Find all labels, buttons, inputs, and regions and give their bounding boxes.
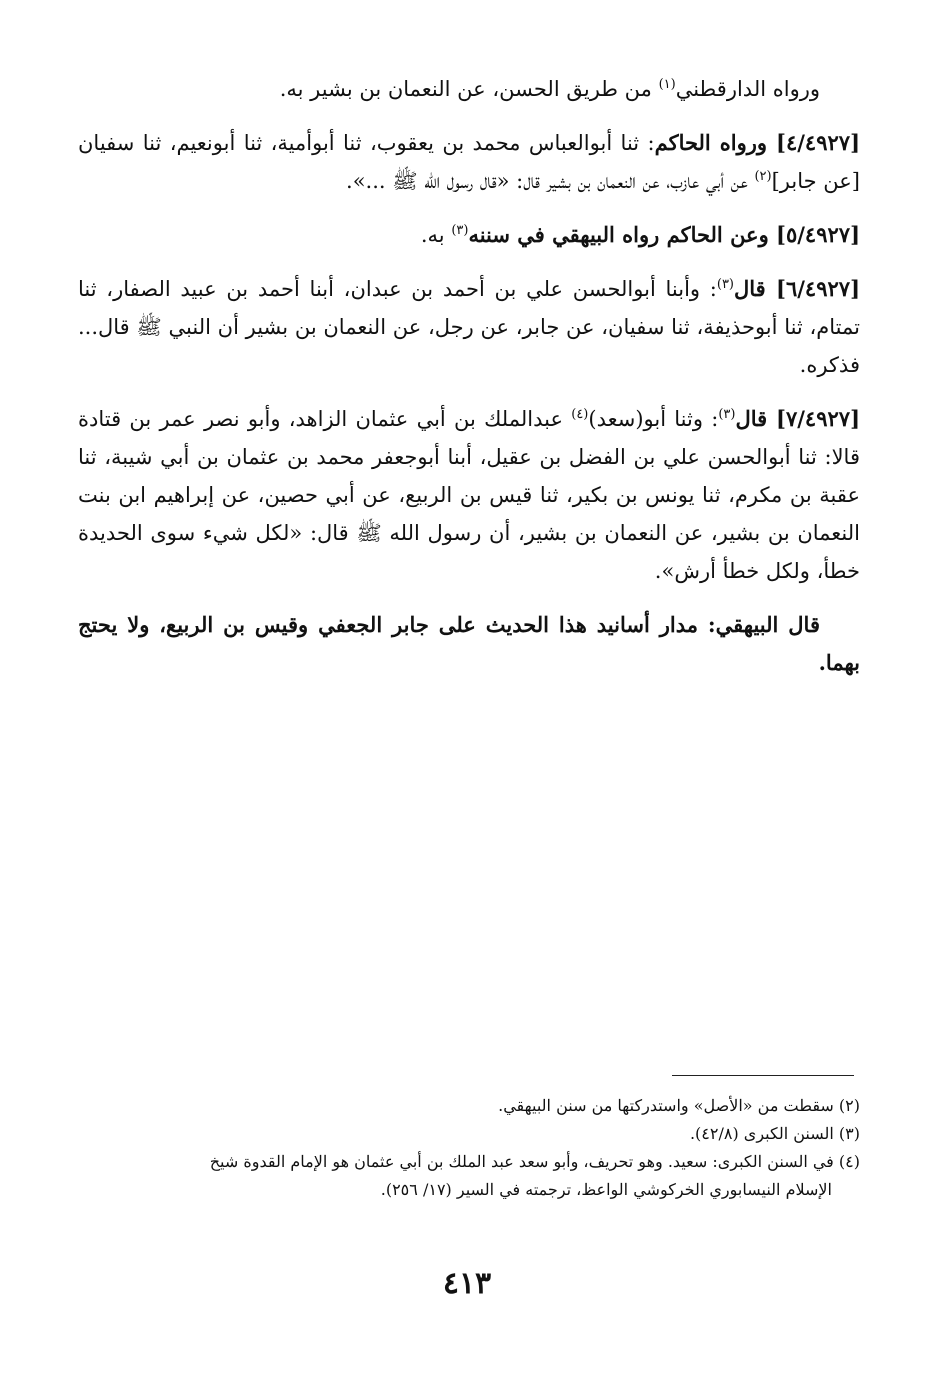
footnote-marker-3c: (٣) <box>718 407 736 422</box>
footnote-4-line-1: (٤) في السنن الكبرى: سعيد. وهو تحريف، وأبو سعد عبد الملك بن أبي عثمان هو الإمام القدوة شيخ <box>209 1152 860 1171</box>
footnote-marker-4: (٤) <box>571 407 589 422</box>
footnote-marker-2: (٢) <box>754 169 772 184</box>
intro-text-1: ورواه الدارقطني <box>675 77 820 101</box>
footnote-marker-3a: (٣) <box>451 223 469 238</box>
text-4-2: عن أبي عازب، عن النعمان بن بشير قال: «قال رسول الله ﷺ ...». <box>346 169 755 193</box>
hadith-ref-5: [٥/٤٩٢٧] <box>776 222 860 247</box>
footnote-4-line-2: الإسلام النيسابوري الخركوشي الواعظ، ترجمته في السير (١٧/ ٢٥٦). <box>380 1180 832 1199</box>
text-7-2: عبدالملك بن أبي عثمان الزاهد، وأبو نصر عمر بن قتادة قالا: ثنا أبوالحسن علي بن الفضل بن عقيل، أبنا أبوجعفر محمد بن عثمان بن أبي شيبة، ثنا عقبة بن مكرم، ثنا يونس بن بكير، ثنا قيس بن الربيع، عن أبي حصين، عن إبراهيم ابن بنت النعمان بن بشير، عن النعمان بن بشير، أن رسول الله ﷺ قال: «لكل شيء سوى الحديدة خطأ، ولكل خطأ أرش». <box>78 407 860 583</box>
lead-4: ورواه الحاكم <box>654 130 777 155</box>
lead-5: وعن الحاكم رواه البيهقي في سننه <box>468 222 777 247</box>
text-7-1: : وثنا أبو(سعد) <box>588 407 719 431</box>
text-6-1: : وأبنا أبوالحسن علي بن أحمد بن عبدان، أبنا أحمد بن عبيد الصفار، ثنا تمتام، ثنا أبوحذيفة، ثنا سفيان، عن جابر، عن رجل، عن النعمان بن بشير أن النبي ﷺ قال... فذكره. <box>78 277 860 377</box>
paragraph-4927-5 <box>78 216 860 254</box>
intro-text-2: من طريق الحسن، عن النعمان بن بشير به. <box>279 77 659 101</box>
text-4-1: : ثنا أبوالعباس محمد بن يعقوب، ثنا أبوأمية، ثنا أبونعيم، ثنا سفيان [عن جابر] <box>78 131 860 193</box>
lead-6: قال <box>734 276 777 301</box>
paragraph-4927-6 <box>78 270 860 384</box>
paragraph-intro <box>78 70 860 108</box>
lead-7: قال <box>735 406 777 431</box>
paragraph-4927-4 <box>78 124 860 200</box>
footnote-separator <box>672 1075 854 1076</box>
hadith-ref-7: [٧/٤٩٢٧] <box>776 406 860 431</box>
footnote-marker-3b: (٣) <box>716 277 734 292</box>
paragraph-conclusion: قال البيهقي: مدار أسانيد هذا الحديث على جابر الجعفي وقيس بن الربيع، ولا يحتج بهما. <box>78 612 860 675</box>
footnote-3: (٣) السنن الكبرى (٤٢/٨). <box>689 1124 860 1143</box>
main-text <box>78 70 860 698</box>
text-5-1: به. <box>420 223 452 247</box>
footnote-4 <box>78 1148 860 1204</box>
page-number: ٤١٣ <box>442 1266 492 1301</box>
footnote-marker-1: (١) <box>658 77 676 92</box>
footnotes <box>78 1092 860 1204</box>
hadith-ref-4: [٤/٤٩٢٧] <box>776 130 860 155</box>
paragraph-4927-7 <box>78 400 860 590</box>
footnote-2: (٢) سقطت من «الأصل» واستدركتها من سنن البيهقي. <box>498 1096 860 1115</box>
hadith-ref-6: [٦/٤٩٢٧] <box>776 276 860 301</box>
